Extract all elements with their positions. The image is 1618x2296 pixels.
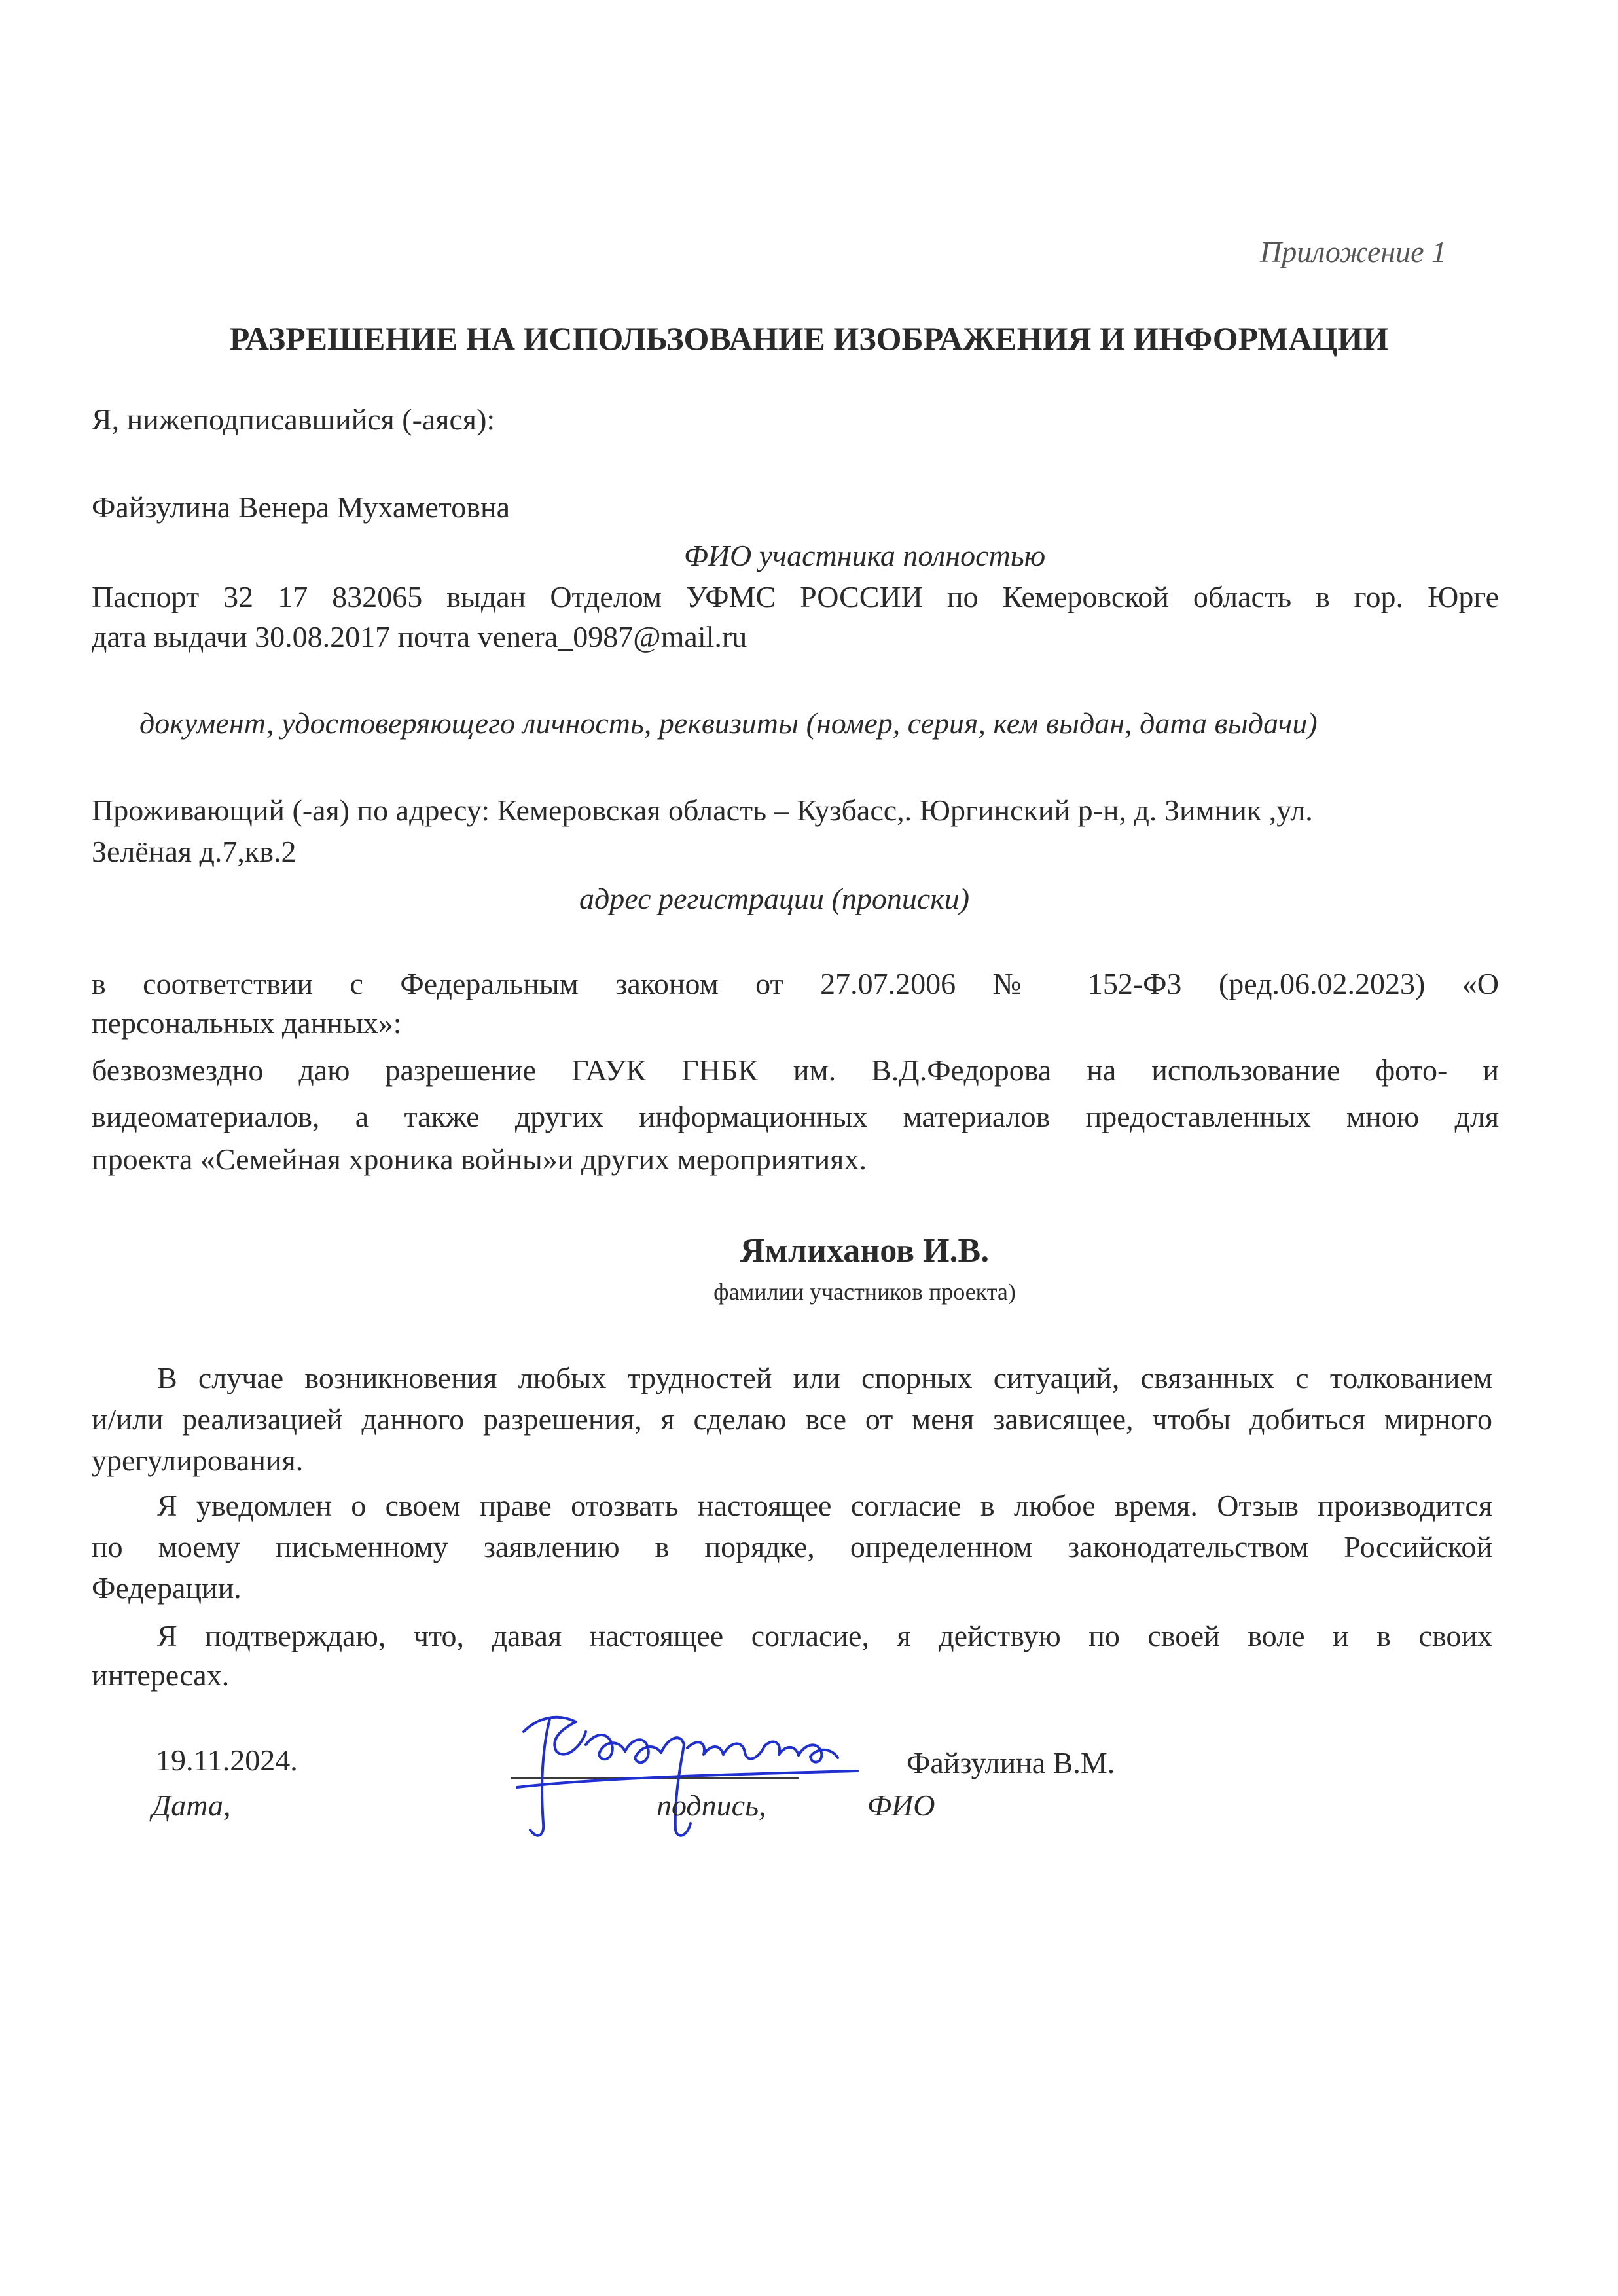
- address-line-1: Проживающий (-ая) по адресу: Кемеровская область – Кузбасс,. Юргинский р-н, д. Зимник ,ул.: [92, 793, 1313, 827]
- paragraph-1-line-2: и/или реализацией данного разрешения, я сделаю все от меня зависящее, чтобы добиться мирного: [92, 1402, 1492, 1436]
- passport-line-2: дата выдачи 30.08.2017 почта venera_0987@mail.ru: [92, 620, 747, 653]
- document-title: РАЗРЕШЕНИЕ НА ИСПОЛЬЗОВАНИЕ ИЗОБРАЖЕНИЯ И ИНФОРМАЦИИ: [229, 320, 1389, 357]
- project-participant-caption: фамилии участников проекта): [713, 1279, 1016, 1305]
- law-line-2: персональных данных»:: [92, 1006, 402, 1040]
- caption-date: Дата,: [152, 1789, 231, 1822]
- appendix-label: Приложение 1: [1260, 235, 1447, 268]
- consent-line-1: безвозмездно даю разрешение ГАУК ГНБК им. В.Д.Федорова на использование фото- и: [92, 1053, 1499, 1087]
- caption-fio: ФИО: [867, 1789, 935, 1822]
- handwritten-signature: [504, 1692, 871, 1850]
- participant-name-caption: ФИО участника полностью: [683, 539, 1046, 572]
- caption-signature: подпись,: [656, 1789, 766, 1822]
- paragraph-2-line-3: Федерации.: [92, 1571, 242, 1605]
- intro-text: Я, нижеподписавшийся (-аяся):: [92, 403, 495, 436]
- paragraph-2-line-2: по моему письменному заявлению в порядке, определенном законодательством Российской: [92, 1530, 1492, 1563]
- paragraph-1-line-1: В случае возникновения любых трудностей или спорных ситуаций, связанных с толкованием: [157, 1361, 1492, 1394]
- sign-date: 19.11.2024.: [156, 1743, 298, 1777]
- address-caption: адрес регистрации (прописки): [579, 882, 970, 915]
- consent-line-2: видеоматериалов, а также других информационных материалов предоставленных мною для: [92, 1100, 1499, 1133]
- paragraph-3-line-2: интересах.: [92, 1658, 230, 1692]
- passport-line-1: Паспорт 32 17 832065 выдан Отделом УФМС РОССИИ по Кемеровской область в гор. Юрге: [92, 580, 1499, 613]
- consent-line-3: проекта «Семейная хроника войны»и других мероприятиях.: [92, 1142, 867, 1176]
- paragraph-1-line-3: урегулирования.: [92, 1444, 304, 1477]
- address-line-2: Зелёная д.7,кв.2: [92, 835, 297, 868]
- participant-name: Файзулина Венера Мухаметовна: [92, 490, 511, 524]
- law-line-1: в соответствии с Федеральным законом от 27.07.2006 № 152-ФЗ (ред.06.02.2023) «О: [92, 967, 1499, 1000]
- paragraph-2-line-1: Я уведомлен о своем праве отозвать настоящее согласие в любое время. Отзыв производится: [157, 1489, 1492, 1522]
- project-participant: Ямлиханов И.В.: [740, 1232, 990, 1269]
- paragraph-3-line-1: Я подтверждаю, что, давая настоящее согласие, я действую по своей воле и в своих: [157, 1619, 1492, 1652]
- sign-name: Файзулина В.М.: [907, 1746, 1115, 1779]
- document-caption: документ, удостоверяющего личность, реквизиты (номер, серия, кем выдан, дата выдачи): [139, 706, 1318, 740]
